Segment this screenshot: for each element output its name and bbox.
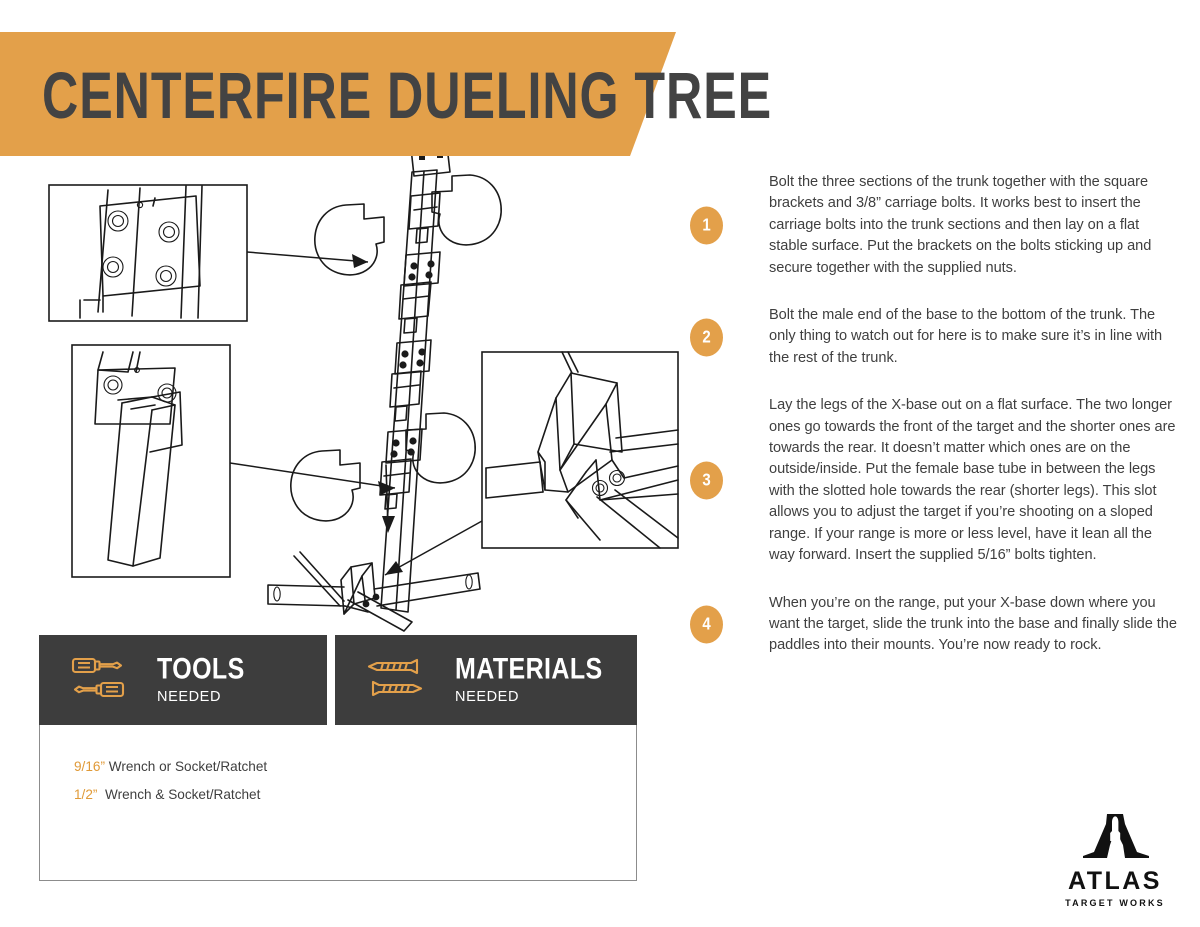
dueling-tree-main-illustration (268, 146, 501, 631)
materials-subtitle: NEEDED (455, 689, 520, 706)
step-text: When you’re on the range, put your X-base down where you want the target, slide the trunk into the base and finally slide the paddles into their mounts. You’re now ready to rock. (769, 594, 1177, 654)
step-text: Lay the legs of the X-base out on a flat surface. The two longer ones go towards the front of the target and the shorter ones are towards the rear. It doesn’t matter which ones are on the outside/inside. Put the female base tube in between the legs with the slotted hole towards the rear (shorter legs). This slot allows you to adjust the target if you’re shooting on a sloped range. If your range is more or less level, have it lean all the way forward. Insert the supplied 5/16” bolts tighten. (769, 397, 1176, 564)
male-base-tube-detail (72, 345, 395, 577)
x-base-joint-detail (385, 352, 678, 575)
tools-materials-section (39, 635, 637, 881)
tools-title: TOOLS (157, 652, 245, 686)
step-item (690, 395, 1180, 566)
materials-title: MATERIALS (455, 652, 603, 686)
tools-subtitle: NEEDED (157, 689, 222, 706)
tool-description: Wrench or Socket/Ratchet (104, 759, 268, 774)
page-title: CENTERFIRE DUELING TREE (42, 59, 773, 133)
step-text: Bolt the male end of the base to the bottom of the trunk. The only thing to watch out for here is to make sure it’s in line with the rest of the trunk. (769, 307, 1163, 366)
step-number-badge: 2 (690, 318, 723, 356)
tools-header-panel (39, 635, 327, 725)
tool-description: Wrench & Socket/Ratchet (97, 787, 261, 802)
step-number-badge: 4 (690, 606, 723, 644)
atlas-a-mark-icon (1079, 847, 1151, 864)
step-text: Bolt the three sections of the trunk together with the square brackets and 3/8” carriage bolts. It works best to insert the carriage bolts into the trunk sections and then lay on a flat stable surface. Put the brackets on the bolts sticking up and secure together with the supplied nuts. (769, 174, 1152, 276)
tool-size: 1/2” (74, 787, 98, 802)
step-number-badge: 3 (690, 462, 723, 500)
materials-labels (455, 652, 603, 706)
brand-logo (1056, 812, 1174, 908)
step-item (690, 172, 1180, 279)
step-number-badge: 1 (690, 207, 723, 245)
step-item (690, 593, 1180, 657)
logo-tagline: TARGET WORKS (1065, 898, 1165, 908)
tools-labels (157, 652, 245, 706)
step-item (690, 305, 1180, 369)
tool-size: 9/16” (74, 759, 105, 774)
screwdrivers-icon (69, 656, 127, 705)
screws-icon (365, 656, 425, 705)
materials-list (339, 725, 636, 880)
logo-wordmark: ATLAS (1068, 867, 1162, 895)
list-item (74, 753, 339, 781)
list-item (74, 781, 339, 809)
bracket-bolts-detail (49, 185, 368, 321)
tools-list (40, 725, 339, 880)
tools-materials-body (39, 725, 637, 881)
materials-header-panel (335, 635, 637, 725)
instruction-steps-list (690, 172, 1180, 683)
